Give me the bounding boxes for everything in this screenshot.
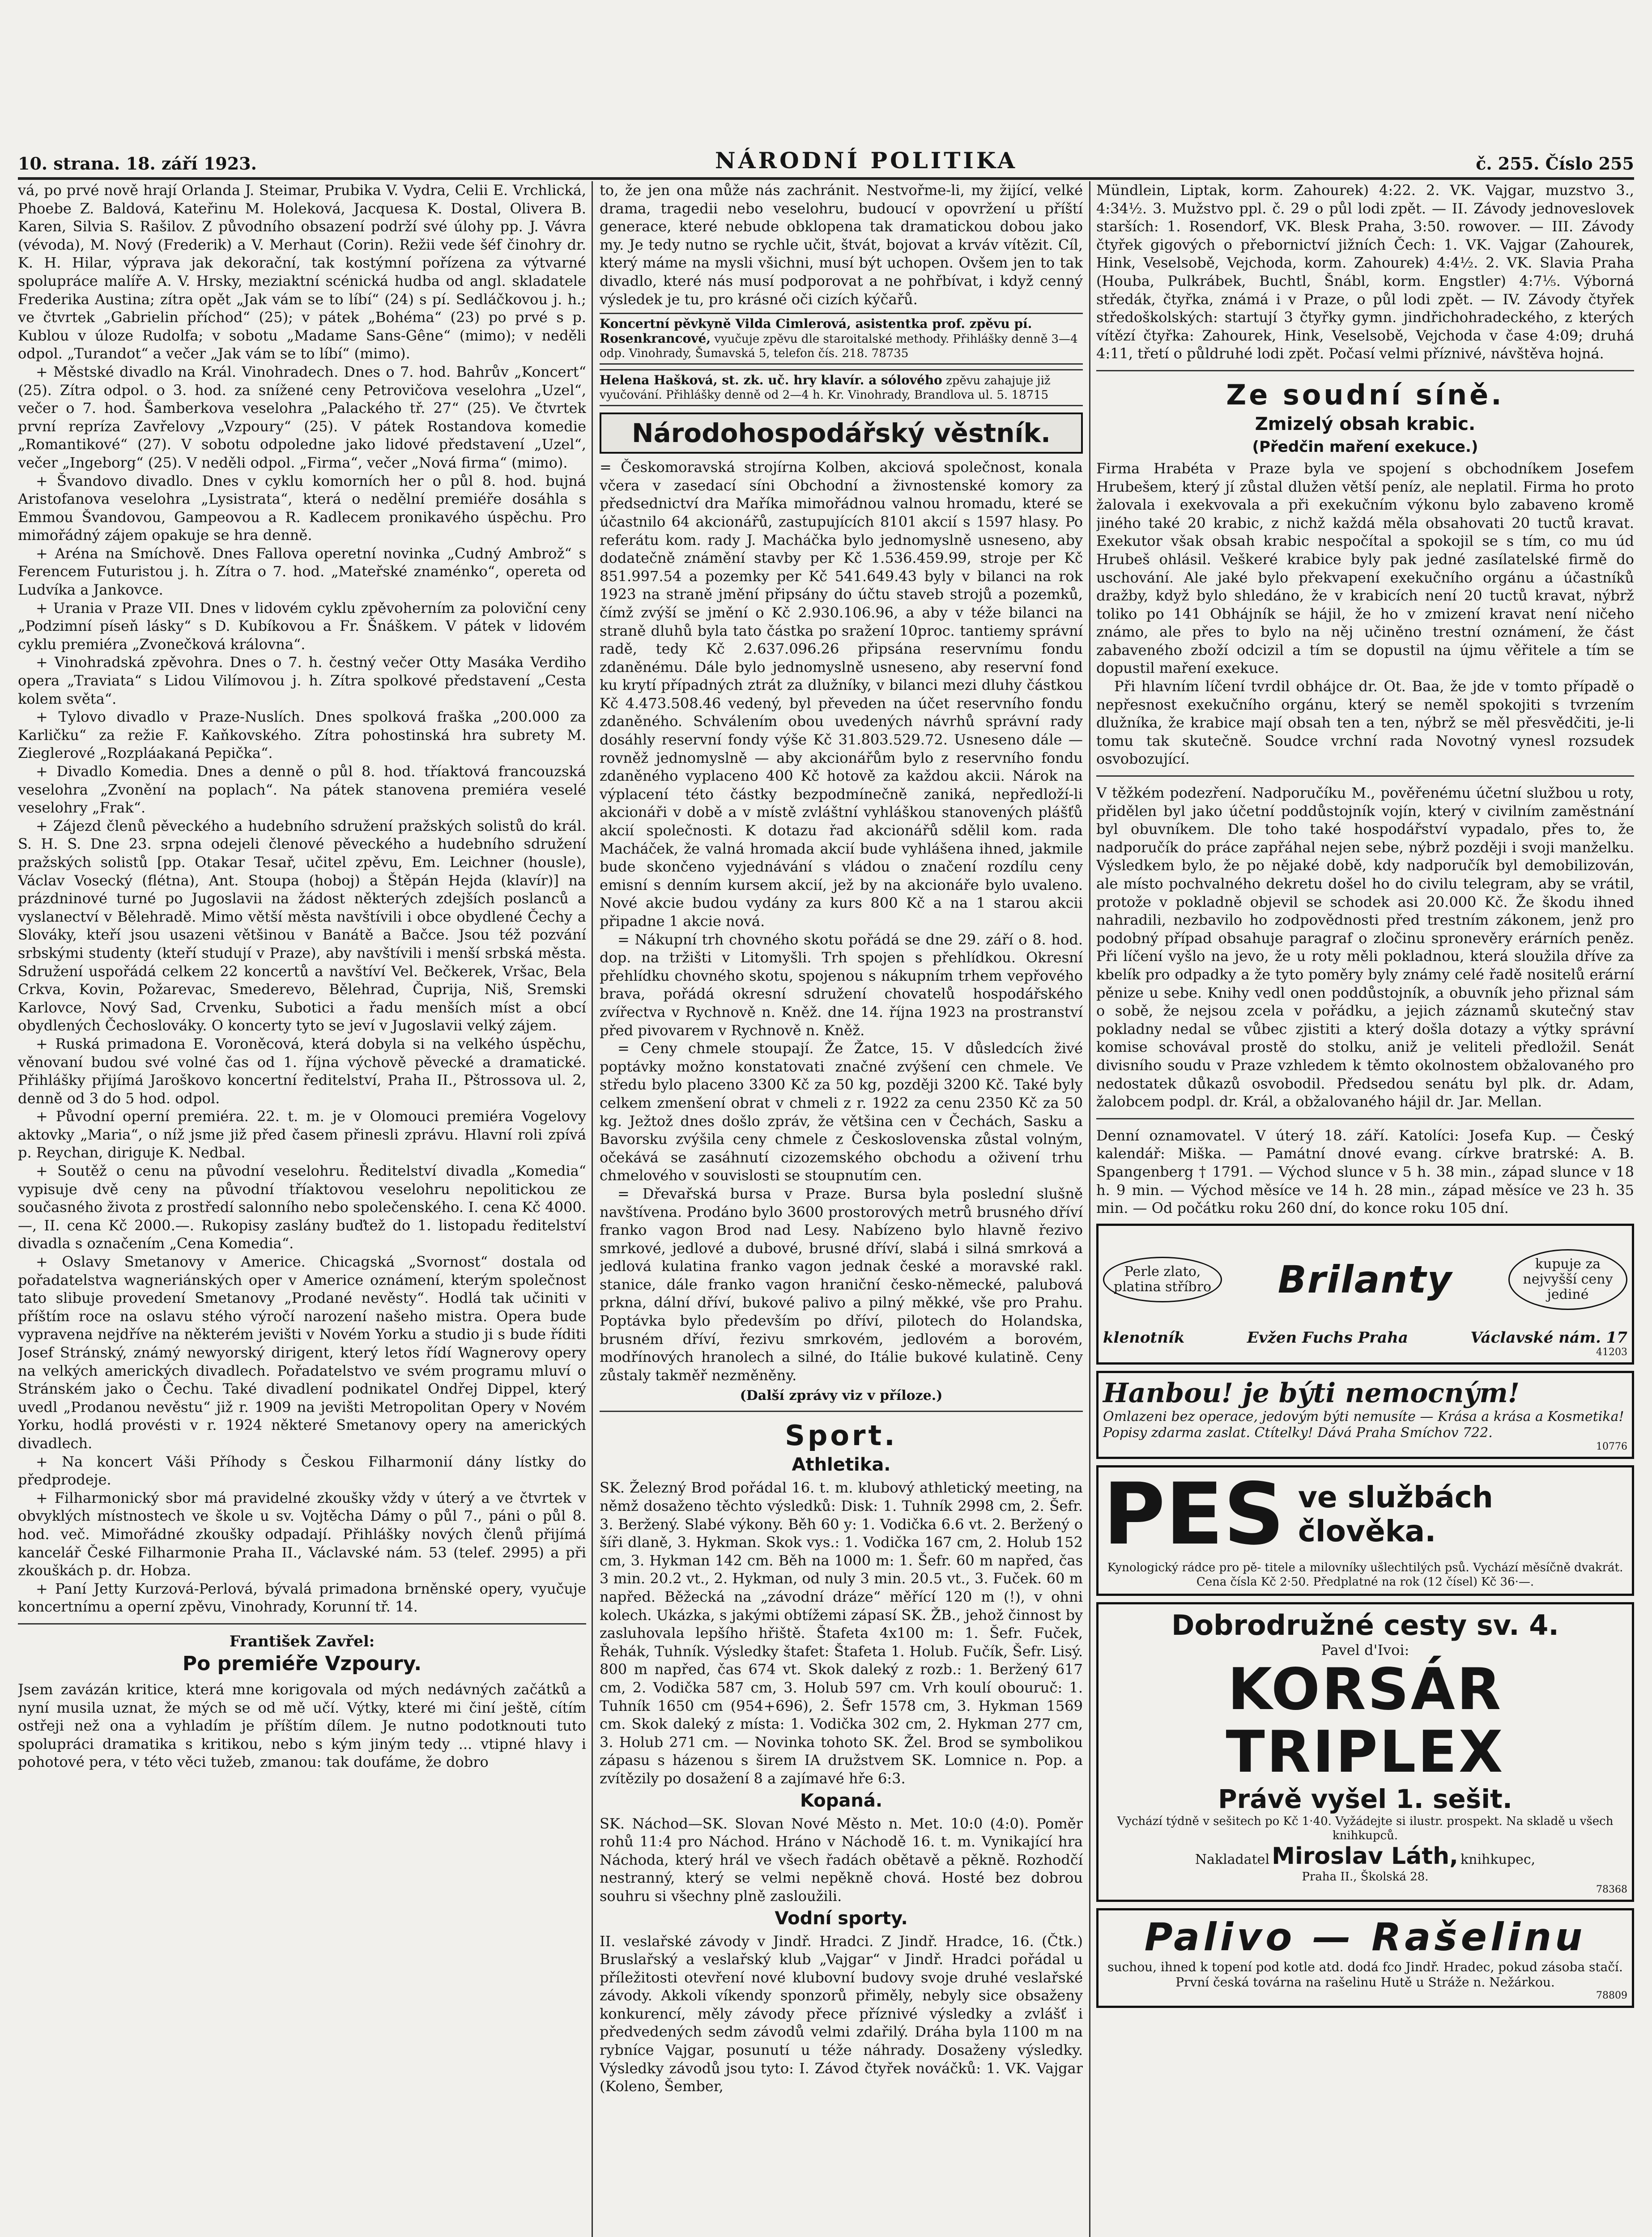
article-paragraph: Firma Hrabéta v Praze byla ve spojení s obchodníkem Josefem Hrubešem, který jí zůstal dlužen větší peníz, ale neplatil. Firma ho proto žalovala i exekvovala a při exekučním výkonu bylo zabaveno kromě jiného také 20 krabic, z nichž každá měla obsahovati 20 tuctů kravat. Exekutor však obsah krabic nespočítal a spokojil se s tím, co mu úd Hrubeš ohlásil. Veškeré krabice byly pak jedné zasílatelské firmě do uschování. Ale jaké bylo překvapení exekučního orgánu a účastníků dražby, když bylo shledáno, že v krabicích není 20 tuctů kravat, nýbrž toliko po 141 Obhájník se hájil, že ho v zmizení kravat není ničeho známo, ale přes to bylo na něj učiněno trestní oznámení, že část zabaveného zboží odcizil a tím se dopustil na újmu věřitele a tím se dopustil maření exekuce. bbox=[1096, 459, 1634, 677]
article-paragraph: + Městské divadlo na Král. Vinohradech. Dnes o 7. hod. Bahrův „Koncert“ (25). Zítra odpol. o 3. hod. za snížené ceny Petrovičova veselohra „Uzel“, večer o 7. hod. Šamberkova veselohra „Palackého tř. 27“ (25). Ve čtvrtek první repríza Zavřelovy „Vzpoury“ (25). V pátek Rostandova komedie „Romantikové“ (27). V sobotu odpoledne jako lidové představení „Uzel“, večer „Ingeborg“ (25). V neděli odpol. „Firma“, večer „Nová firma“ (mimo). bbox=[18, 363, 586, 471]
ad-korsar-text: Vychází týdně v sešitech po Kč 1·40. Vyžádejte si ilustr. prospekt. Na skladě u všech knihkupců. bbox=[1117, 1814, 1614, 1842]
article-paragraph: + Původní operní premiéra. 22. t. m. je v Olomouci premiéra Vogelovy aktovky „Maria“, o níž jsme již před časem přinesli zprávu. Hlavní roli zpívá p. Reychan, diriguje K. Nedbal. bbox=[18, 1108, 586, 1161]
notice-number: 18715 bbox=[1011, 388, 1049, 402]
issue-number: č. 255. Číslo 255 bbox=[1476, 153, 1634, 174]
column-2 bbox=[600, 181, 1083, 2237]
separator bbox=[1096, 775, 1634, 777]
article-paragraph: V těžkém podezření. Nadporučíku M., pověřenému účetní službou u roty, přidělen byl jako účetní poddůstojník vojín, který v civilním zaměstnání byl obuvníkem. Dle toho také hospodářství vypadalo, přes to, že nadporučík do práce zapřáhal nejen sebe, nýbrž později i svoji manželku. Výsledkem bylo, že po nějaké době, kdy nadporučík byl demobilizován, ale místo pochvalného dekretu došel ho do civilu telegram, aby se vrátil, protože v pokladně objevil se schodek asi 20.000 Kč. Že škodu ihned nahradili, nezbavilo ho zodpovědnosti před trestním zákonem, jenž pro podobný případ obsahuje paragraf o zločinu spronevěry erárních peněz. Při líčení vyšlo na jevo, že u roty měli pokladnou, která sloužila dříve za kbelík pro odpadky a že tyto poměry byly známy celé řadě nositelů erární pěnize u sebe. Knihy vedl onen poddůstojník, a obuvník jeho přiznal sám o sobě, že nejsou zcela v pořádku, a jejich záznamů skutečný stav pokladny nedal se vůbec zjistiti a který došla dotazy a výtky správní komise schovával prostě do stolku, aniž je veliteli předložil. Senát divisního soudu v Praze vzhledem k těmto okolnostem obžalovaného pro nedostatek důkazů osvobodil. Předsedou senátu byl plk. dr. Adam, žalobcem podpl. dr. Král, a obžalovaného hájil dr. Jar. Mellan. bbox=[1096, 784, 1634, 1110]
article-paragraph: = Nákupní trh chovného skotu pořádá se dne 29. září o 8. hod. dop. na tržišti v Litomyšli. Trh spojen s přehlídkou. Okresní přehlídku chovného skotu, spojenou s nákupním trhem vepřového brava, pořádá okresní sdružení chovatelů hospodářského zvířectva v Rychnově n. Kněž. dne 14. října 1923 na prostranství před pivovarem v Rychnově n. Kněž. bbox=[600, 931, 1083, 1039]
ad-korsar-publisher-row bbox=[1103, 1843, 1627, 1870]
article-paragraph: + Oslavy Smetanovy v Americe. Chicagská „Svornost“ dostala od pořadatelstva wagneriánských oper v Americe oznámení, kterým společnost tato slibuje provedení Smetanovy „Prodané nevěsty“. Hodlá tak učiniti v příštím roce na oslavu stého výročí narození našeho mistra. Opera bude vypravena nejdříve na některém jevišti v Novém Yorku a studio ji s bude říditi Josef Stránský, známý newyorský dirigent, který letos řídí Wagnerovy opery na velkých amerických divadlech. Pořadatelstvo ve svém programu mluví o Stránském jako o Čechu. Také divadlení podnikatel Ondřej Dippel, který uvedl „Prodanou nevěstu“ již r. 1909 na jevišti Metropolitan Opery v Novém Yorku, hodlá provésti v r. 1924 některé Smetanovy opery na amerických divadlech. bbox=[18, 1253, 586, 1452]
athletics-heading: Athletika. bbox=[792, 1454, 891, 1476]
ad-pes bbox=[1096, 1465, 1634, 1596]
separator bbox=[1096, 370, 1634, 371]
notice-title: Helena Hašková, st. zk. uč. hry klavír. a sólového bbox=[600, 373, 942, 388]
column-1 bbox=[18, 181, 586, 2237]
ad-pes-text: Kynologický rádce pro pě- titele a milovníky ušlechtilých psů. Vychází měsíčně dvakrát. Cena čísla Kč 2·50. Předplatné na rok (12 čísel) Kč 36·—. bbox=[1107, 1561, 1623, 1589]
review-byline: František Zavřel: bbox=[229, 1632, 375, 1650]
notice-body: vyučuje zpěvu dle staroitalské methody. Přihlášky denně 3—4 odp. Vinohrady, Šumavská 5, telefon čís. 218. bbox=[600, 332, 1078, 361]
article-paragraph: to, že jen ona může nás zachránit. Nestvořme-li, my žijící, velké drama, tragedii nebo veselohru, budoucí v opovržení u příští generace, které nebude obklopena tak dramatickou dobou jako my. Je tedy nutno se rychle učit, štvát, bojovat a krváv vítězit. Cíl, který máme na mysli všichni, musí být uchopen. Ovšem jen to tak divadlo, které nás musí podporovat a ne pohřbívat, i když cenný výsledek je tu, pro krásné oči cizích kýčařů. bbox=[600, 182, 1083, 308]
ad-number: 78368 bbox=[1596, 1884, 1627, 1895]
ad-hanbou-title: Hanbou! je býti nemocným! bbox=[1103, 1377, 1520, 1409]
ad-pes-row bbox=[1103, 1464, 1627, 1564]
notice-number: 78735 bbox=[871, 347, 909, 361]
notice-body: zpěvu zahajuje již vyučování. Přihlášky denně od 2—4 h. Kr. Vinohrady, Brandlova ul. 5. bbox=[600, 374, 1051, 402]
article-paragraph: + Paní Jetty Kurzová-Perlová, bývalá primadona brněnské opery, vyučuje koncertnímu a operní zpěvu, Vinohrady, Korunní tř. 14. bbox=[18, 1580, 586, 1616]
article-paragraph: + Vinohradská zpěvohra. Dnes o 7. h. čestný večer Otty Masáka Verdiho opera „Traviata“ s Lidou Vilímovou j. h. Zítra spolkové představení „Cesta kolem světa“. bbox=[18, 654, 586, 707]
football-heading: Kopaná. bbox=[800, 1790, 883, 1811]
column-3 bbox=[1096, 181, 1634, 2237]
ad-number: 78809 bbox=[1596, 1990, 1627, 2001]
article-paragraph: = Českomoravská strojírna Kolben, akciová společnost, konala včera v zasedací síni Obchodní a živnostenské komory za předsednictví dra Maříka mimořádnou valnou hromadu, které se účastnilo 64 akcionářů, zastupujících 8101 akcií s 1597 hlasy. Po referátu kom. rady J. Macháčka bylo jednomyslně usneseno, aby dodatečně známění stavby per Kč 1.536.459.99, stroje per Kč 851.997.54 a pozemky per Kč 541.649.43 byly v bilanci na rok 1923 na straně jmění připsány do účtu staveb strojů a pozemků, čímž zvýší se jmění o Kč 2.930.106.96, a aby v téže bilanci na straně dluhů byla tato částka po sražení 10proc. tantiemy správní radě, tedy Kč 2.637.096.26 připsána reservnímu fondu zdaněnému. Dále bylo jednomyslně usneseno, aby reservní fond ku krytí případných ztrát za dlužníky, v bilanci mezi dluhy částkou Kč 4.473.508.46 vedený, byl převeden na účet reservního fondu zdaněného. Schválením obou uvedených návrhů správní rady dosáhly reservní fondy výše Kč 31.803.529.72. Usneseno dále — rovněž jednomyslně — aby akcionářům bylo z reservního fondu zdaněného vyplaceno 400 Kč hotově za každou akcii. Nárok na výplacení této částky bezpodmínečně zaniká, nepředloží-li akcionáři v době a v místě zvláštní vyhláškou stanovených plášťů akcií společnosti. K dotazu řad akcionářů sdělil kom. rada Macháček, že valná hromada akcií bude vyhlášena ihned, jakmile bude skončeno vyjednávání s vládou o značení rozdílu ceny emisní s denním kursem akcií, jež by na akcionáře bylo uvaleno. Nové akcie budou vydány za kurs 800 Kč a na 1 starou akcii připadne 1 akcie nová. bbox=[600, 459, 1083, 930]
review-title: Po premiéře Vzpoury. bbox=[182, 1652, 422, 1675]
ad-hanbou-body: Omlazeni bez operace, jedovým býti nemusíte — Krása a krása a Kosmetika! Popisy zdarma zaslat. Ctítelky! Dává Praha Smíchov 722. bbox=[1103, 1408, 1624, 1441]
article-paragraph: + Divadlo Komedia. Dnes a denně o půl 8. hod. tříaktová francouzská veselohra „Zvonění na poplach“. Na pátek stanovena premiéra veselé veselohry „Frak“. bbox=[18, 763, 586, 817]
article-paragraph: II. veslařské závody v Jindř. Hradci. Z Jindř. Hradce, 16. (Čtk.) Bruslařský a veslařský klub „Vajgar“ v Jindř. Hradci pořádal u příležitosti otevření nové klubovní budovy svoje druhé veslařské závody. Akkoli víkendy sponzorů přiměly, nebyly sice obsaženy konkurencí, měly závody přece příznivé výsledky a zvlášť i předvedených sedm závodů velmi zdařilý. Dráha byla 1100 m na rybníce Vajgar, posunutí u téže náhrady. Dosaženy výsledky. Výsledky závodů jsou tyto: I. Závod čtyřek nováčků: 1. VK. Vajgar (Koleno, Šember, bbox=[600, 1932, 1083, 2095]
article-paragraph: + Tylovo divadlo v Praze-Nuslích. Dnes spolková fraška „200.000 za Karličku“ za režie F. Kaňkovského. Zítra pohostinská hra subrety M. Zieglerové „Rozpláakaná Pepička“. bbox=[18, 708, 586, 762]
ad-brilanty-address: Václavské nám. 17 bbox=[1470, 1328, 1627, 1347]
court-article-title: Zmizelý obsah krabic. bbox=[1255, 413, 1476, 434]
ad-korsar-series: Dobrodružné cesty sv. 4. bbox=[1171, 1608, 1559, 1642]
article-paragraph: + Zájezd členů pěveckého a hudebního sdružení pražských solistů do král. S. H. S. Dne 23. srpna odejeli členové pěveckého a hudebního sdružení pražských solistů [pp. Otakar Tesař, učitel zpěvu, Em. Leichner (housle), Václav Vosecký (flétna), Ant. Stoupa (hoboj) a Štěpán Hejda (klavír)] na prázdninové turné po Jugoslavii na žádost některých zdejších poslanců a vyslanectví v Bělehradě. Mimo větší města navštívili i obce obydlené Čechy a Slováky, kteří jsou usazeni většinou v Banátě a Bačce. Jsou též pozvání srbskými studenty (kteří studují v Praze), aby navštívili i menší srbská města. Sdružení uspořádá celkem 22 koncertů a navštíví Vel. Bečkerek, Vršac, Bela Crkva, Kovin, Požarevac, Smederevo, Bělehrad, Čuprija, Niš, Sremski Karlovce, Nový Sad, Crvenku, Subotici a řadu menších míst a obcí obydlených Čechoslováky. O koncerty tyto se jeví v Jugoslavii velký zájem. bbox=[18, 817, 586, 1034]
article-paragraph: SK. Železný Brod pořádal 16. t. m. klubový athletický meeting, na němž dosaženo těchto výsledků: Disk: 1. Tuhník 2998 cm, 2. Šefr. 3. Beržený. Slabé výkony. Běh 60 y: 1. Vodička 6.6 vt. 2. Beržený o šíři dlaně, 3. Hykman. Skok vys.: 1. Vodička 167 cm, 2. Holub 152 cm, 3. Hykman 142 cm. Běh na 1000 m: 1. Šefr. 60 m napřed, čas 3 min. 20.2 vt., 2. Hykman, od nuly 3 min. 20.5 vt., 3. Fuček. 60 m napřed. Běžecká na „závodní dráze“ měřící 120 m (!), v ohni kolech. Ukázka, s jakými obtížemi zápasí SK. ŽB., jehož činnost by zasluhovala lepšího hřiště. Štafeta 4x100 m: 1. Šefr. Fuček, Řehák, Tuhník. Výsledky štafet: Štafeta 1. Holub. Fučík, Šefr. Lisý. 800 m napřed, čas 674 vt. Skok daleký z rozb.: 1. Beržený 617 cm, 2. Vodička 587 cm, 3. Holub 597 cm. Vrh koulí obouruč: 1. Tuhník 1650 cm (954+696), 2. Šefr 1578 cm, 3. Hykman 1569 cm. Skok daleký z místa: 1. Vodička 302 cm, 2. Hykman 277 cm, 3. Holub 271 cm. — Novinka tohoto SK. Žel. Brod se symbolikou zápasu s házenou s širem IA družstvem SK. Lomnice n. Pop. a zvítězily po dosažení 8 a zajímavé hře 6:3. bbox=[600, 1479, 1083, 1787]
masthead: NÁRODNÍ POLITIKA bbox=[715, 147, 1018, 174]
ad-brilanty-main bbox=[1103, 1230, 1627, 1329]
ad-hanbou bbox=[1096, 1371, 1634, 1459]
ad-number: 41203 bbox=[1596, 1346, 1627, 1358]
article-paragraph: Při hlavním líčení tvrdil obhájce dr. Ot. Baa, že jde v tomto případě o nepřesnost exekučního orgánu, který se neměl spokojiti s tvrzením dlužníka, že krabice mají obsah ten a ten, nýbrž se měl přesvědčiti, je-li tomu tak skutečně. Soudce vrchní rada Novotný vynesl rozsudek osvobozující. bbox=[1096, 678, 1634, 768]
separator bbox=[600, 1411, 1083, 1412]
article-paragraph: + Ruská primadona E. Voroněcová, která dobyla si na velkého úspěchu, věnovaní budou své volné čas od 1. října výchově pěvecké a dramatické. Přihlášky přijímá Jaroškovo koncertní ředitelství, Praha II., Pštrossova ul. 2, denně od 3 do 5 hod. odpol. bbox=[18, 1035, 586, 1107]
article-paragraph: + Urania v Praze VII. Dnes v lidovém cyklu zpěvoherním za poloviční ceny „Podzimní píseň lásky“ s D. Kubíkovou a Fr. Šnáškem. V pátek v lidovém cyklu premiéra „Zvonečková královna“. bbox=[18, 599, 586, 653]
ad-korsar-title: KORSÁR TRIPLEX bbox=[1226, 1656, 1505, 1786]
review-paragraph: Jsem zavázán kritice, která mne korigovala od mých nedávných začátků a nyní musila uznat, že mých se od mě učí. Výtky, které mi činí ještě, cítím ostřeji než ona a vyhladím je příštím dílem. Je nutno podotknouti tuto spolupráci dramatika s kritikou, nebo s kým jiným tedy ... vtipné hlavy i pohotové pera, v této věci tužeb, zmanou: tak doufáme, že dobro bbox=[18, 1680, 586, 1771]
article-paragraph: = Ceny chmele stoupají. Že Žatce, 15. V důsledcích živé poptávky možno konstatovati značné zvýšení cen chmele. Ve středu bylo placeno 3300 Kč za 50 kg, později 3200 Kč. Také byly celkem zmenšení obrat v chmeli z r. 1922 za cenu 2350 Kč za 50 kg. Ježtož dnes došlo zpráv, že většina cen v Čechách, Sasku a Bavorsku zvýšila ceny chmele z Československa zůstal volným, očekává se zasáhnutí cizozemského obchodu a oživení trhu chmelového v souvislosti se stoupnutím cen. bbox=[600, 1040, 1083, 1184]
article-paragraph: Denní oznamovatel. V úterý 18. září. Katolíci: Josefa Kup. — Český kalendář: Miška. — Památní dnové evang. církve bratrské: A. B. Spangenberg † 1791. — Východ slunce v 5 h. 38 min., západ slunce v 18 h. 9 min. — Východ měsíce ve 14 h. 28 min., západ měsíce ve 23 h. 35 min. — Od počátku roku 260 dní, do konce roku 105 dní. bbox=[1096, 1127, 1634, 1217]
ad-brilanty-right-scroll: kupuje za nejvyšší ceny jediné bbox=[1508, 1249, 1627, 1310]
separator bbox=[1096, 1118, 1634, 1119]
page-header bbox=[18, 142, 1634, 180]
article-paragraph: + Aréna na Smíchově. Dnes Fallova operetní novinka „Cudný Ambrož“ s Ferencem Futuristou j. h. Zítra o 7. hod. „Mateřské znaménko“, opereta od Ludvíka a Jankovce. bbox=[18, 544, 586, 599]
article-paragraph: vá, po prvé nově hrají Orlanda J. Steimar, Prubika V. Vydra, Celii E. Vrchlická, Phoebe Z. Baldová, Kateřinu M. Holeková, Jacquesa K. Dostal, Oliverа B. Karen, Silvia S. Rašilov. Z původního obsazení podrží své úlohy pp. J. Vávra (vévoda), M. Nový (Frederik) a V. Merhaut (Corin). Režii vede šéf činohry dr. K. H. Hilar, výprava jak dekorační, tak kostýmní pořízena za výtvarné spolupráce malíře A. V. Hrsky, meziaktní scénická hudba od angl. skladatele Frederika Austina; zítra opět „Jak vám se to líbí“ (24) s pí. Sedláčkovou j. h.; ve čtvrtek „Gabrielin příchod“ (25); v pátek „Bohéma“ (23) po prvé s p. Kublou v úloze Rudolfa; v sobotu „Madame Sans-Gêne“ (mimo); v neděli odpol. „Turandot“ a večer „Jak vám se to líbí“ (mimo). bbox=[18, 182, 586, 362]
ad-korsar-author: Pavel d'Ivoi: bbox=[1321, 1641, 1409, 1659]
ad-palivo-title: Palivo — Rašelinu bbox=[1144, 1914, 1586, 1960]
article-paragraph: Mündlein, Liptak, korm. Zahourek) 4:22. 2. VK. Vajgar, muzstvo 3., 4:34½. 3. Mužstvo ppl. č. 29 o půl lodi zpět. — II. Závody jednoveslovek starších: 1. Rosendorf, VK. Blesk Praha, 3:50. rowover. — III. Závody čtyřek gigových o přebornictví jižních Čech: 1. VK. Vajgar (Zahourek, Hink, Veselsobě, Vejchoda, korm. Zahourek) 4:4½. 2. VK. Slavia Praha (Houba, Pulkrábek, Buchtl, Šnábl, korm. Engstler) 4:7⅕. Výborná středák, čtyřka, známá i v Praze, o půl lodi zpět. — IV. Závody čtyřek středoškolských: startují 3 čtyřky gymn. jindřichohradeckého, z kterých vítězí čtyřka: Zahourek, Hink, Veselsobě, Vejchoda v čase 4:09; druhá 4:11, třetí o půldruhé lodi zpět. Počasí velmi příznivé, návštěva hojná. bbox=[1096, 182, 1634, 362]
ad-brilanty-name: Evžen Fuchs Praha bbox=[1247, 1328, 1408, 1347]
article-paragraph: + Na koncert Váši Příhody s Českou Filharmonií dány lístky do předprodeje. bbox=[18, 1453, 586, 1488]
ad-brilanty-jeweler: klenotník bbox=[1103, 1328, 1185, 1347]
ad-korsar-address: Praha II., Školská 28. bbox=[1302, 1870, 1429, 1884]
ad-korsar-publisher-suffix: knihkupec, bbox=[1460, 1851, 1536, 1867]
article-paragraph: + Filharmonický sbor má pravidelné zkoušky vždy v úterý a ve čtvrtek v obvyklých místnostech ve škole u sv. Vojtěcha Dámy o půl 7., páni o půl 8. hod. več. Mimořádné zkoušky odpadají. Přihlášky nových členů přijímá kancelář České Filharmonie Praha II., Václavské nám. 53 (telef. 2995) a při zkouškách p. dr. Hobza. bbox=[18, 1489, 586, 1579]
ad-korsar-publisher: Miroslav Láth, bbox=[1272, 1842, 1458, 1870]
ad-brilanty-left-scroll: Perle zlato, platina stříbro bbox=[1103, 1257, 1222, 1302]
page-number-date: 10. strana. 18. září 1923. bbox=[18, 153, 257, 174]
water-sports-heading: Vodní sporty. bbox=[775, 1908, 908, 1929]
ad-brilanty bbox=[1096, 1224, 1634, 1365]
economic-bulletin-banner: Národohospodářský věstník. bbox=[600, 413, 1083, 454]
ad-palivo bbox=[1096, 1908, 1634, 2008]
court-article-subtitle: (Předčin maření exekuce.) bbox=[1252, 438, 1478, 456]
court-section-title: Ze soudní síně. bbox=[1226, 378, 1504, 411]
ad-korsar-publisher-label: Nakladatel bbox=[1195, 1851, 1270, 1867]
sport-section-title: Sport. bbox=[785, 1419, 898, 1452]
ad-pes-subtitle: ve službách člověka. bbox=[1298, 1480, 1493, 1548]
continued-note: (Další zprávy viz v příloze.) bbox=[740, 1388, 943, 1404]
ad-palivo-text: suchou, ihned k topení pod kotle atd. dodá fco Jindř. Hradec, pokud zásoba stačí. První česká továrna na rašelinu Hutě u Stráže n. Nežárkou. bbox=[1107, 1959, 1623, 1990]
column-rule bbox=[1089, 181, 1090, 2237]
separator bbox=[18, 1623, 586, 1625]
article-paragraph: + Švandovo divadlo. Dnes v cyklu komorních her o půl 8. hod. bujná Aristofanova veselohra „Lysistrata“, která o nedělní premiéře dosáhla s Emmou Švandovou, Gampeovou a R. Kadlecem pronikavého úspěchu. Pro mimořádný zájem opakuje se hra denně. bbox=[18, 472, 586, 544]
ad-number: 10776 bbox=[1596, 1441, 1627, 1452]
ad-brilanty-logo: Brilanty bbox=[1277, 1257, 1453, 1301]
article-paragraph: + Soutěž o cenu na původní veselohru. Ředitelství divadla „Komedia“ vypisuje dvě ceny na původní tříaktovou veselohru nepolitickou ze současného života z prostředí salonního nebo společenského. I. cena Kč 4000.—, II. cena Kč 2000.—. Rukopisy zaslány buďtež do 1. listopadu ředitelství divadla s označením „Cena Komedia“. bbox=[18, 1162, 586, 1252]
ad-brilanty-footer bbox=[1103, 1329, 1627, 1347]
ad-korsar-triplex bbox=[1096, 1602, 1634, 1902]
ad-korsar-release: Právě vyšel 1. sešit. bbox=[1218, 1783, 1512, 1814]
article-paragraph: SK. Náchod—SK. Slovan Nové Město n. Met. 10:0 (4:0). Poměr rohů 11:4 pro Náchod. Hráno v Náchodě 16. t. m. Vynikající hra Náchoda, který hrál ve všech řadách obětavě a pěkně. Rozhodčí nestranný, který se velmi nepěkně chová. Hosté bez dobrou souhru si všechny plně zasloužili. bbox=[600, 1815, 1083, 1905]
notice-cimlerova bbox=[600, 313, 1083, 365]
ad-pes-title: PES bbox=[1103, 1464, 1285, 1564]
notice-haskova bbox=[600, 369, 1083, 406]
notice-title: Koncertní pěvkyně Vilda Cimlerová, asistentka prof. zpěvu pí. Rosenkrancové, bbox=[600, 316, 1032, 346]
column-rule bbox=[592, 181, 593, 2237]
article-paragraph: = Dřevařská bursa v Praze. Bursa byla poslední slušně navštívena. Prodáno bylo 3600 prostorových metrů brusného dříví franko vagon Brod nad Lesy. Nabízeno bylo hlavně řezivo smrkové, jedlové a dubové, brusné dříví, slabá i silná smrková a jedlová kulatina franko vagon jednak české a moravské rakl. stanice, dále franko vagon hraniční česko-německé, palubová prkna, dální dříví, bukové palivo a pilný měkké, vše pro Prahu. Poptávka bylo především po dříví, pilotech do Holandska, brusném dříví, řezivu smrkovém, jedlovém a borovém, modřínových hranolech a silné, do Itálie bukové kulatině. Ceny zůstaly takměř nezměněny. bbox=[600, 1185, 1083, 1384]
